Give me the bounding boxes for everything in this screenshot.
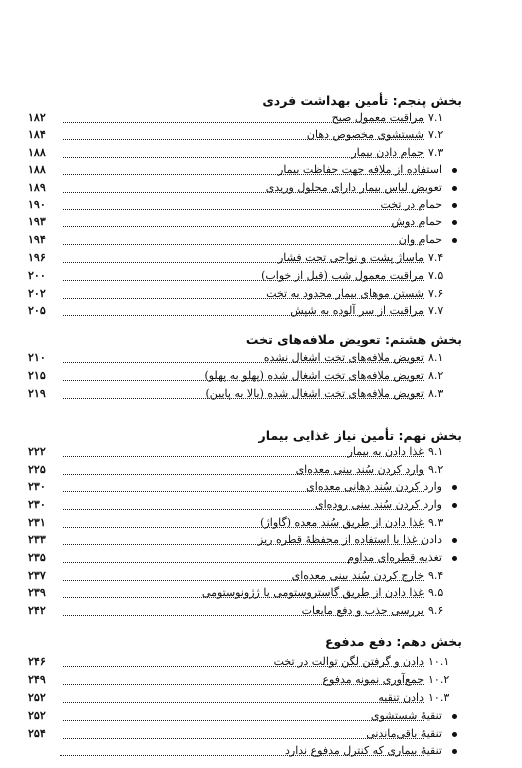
entry-number: ۷.۳ — [428, 146, 444, 159]
entry-page: ۱۹۴ — [28, 232, 62, 248]
entry-page: ۲۵۲ — [28, 690, 62, 706]
toc-subentry — [0, 726, 522, 742]
entry-title: دادن غذا با استفاده از محفظهٔ قطره ریز — [258, 533, 442, 546]
entry-number: ۱۰.۳ — [428, 691, 450, 704]
toc-entry — [0, 368, 522, 384]
toc-entry — [0, 462, 522, 478]
entry-page: ۲۴۲ — [28, 603, 62, 619]
entry-title: دادن تنقیه — [378, 691, 424, 704]
entry-title: تعویض لباس بیمار دارای محلول وریدی — [265, 181, 442, 194]
toc-entry — [0, 690, 522, 706]
toc-subentry — [0, 743, 522, 759]
entry-page: ۱۸۸ — [28, 145, 62, 161]
toc-subentry — [0, 214, 522, 230]
entry-number: ۷.۷ — [428, 304, 444, 317]
entry-title: تعویض ملافه‌های تخت اشغال نشده — [263, 351, 424, 364]
entry-title: تعویض ملافه‌های تخت اشغال شده (بالا به پایین) — [205, 387, 424, 400]
entry-page: ۱۸۲ — [28, 110, 62, 126]
entry-number: ۷.۲ — [428, 128, 444, 141]
toc-entry — [0, 127, 522, 143]
entry-title: تنقیهٔ شستشوی — [370, 709, 442, 722]
entry-title: غذا دادن به بیمار — [347, 445, 424, 458]
entry-title: جمع‌آوری نمونه مدفوع — [322, 673, 424, 686]
entry-title: مراقبت معمول شب (قبل از خواب) — [261, 269, 424, 282]
toc-entry — [0, 250, 522, 266]
entry-number: ۸.۲ — [428, 369, 444, 382]
toc-subentry — [0, 180, 522, 196]
section-title: بخش هشتم: تعویض ملافه‌های تخت — [245, 332, 462, 347]
entry-page: ۲۳۳ — [28, 532, 62, 548]
entry-number: ۹.۱ — [428, 445, 444, 458]
entry-page: ۱۹۰ — [28, 197, 62, 213]
entry-number: ۹.۳ — [428, 516, 444, 529]
toc-entry — [0, 444, 522, 460]
entry-page: ۲۱۹ — [28, 386, 62, 402]
entry-page: ۲۳۱ — [28, 515, 62, 531]
entry-page: ۲۱۰ — [28, 350, 62, 366]
entry-title: غذا دادن از طریق گاستروستومی یا ژژونوستومی — [201, 586, 424, 599]
entry-page: ۱۸۹ — [28, 180, 62, 196]
toc-entry — [0, 654, 522, 670]
entry-page: ۲۵۲ — [28, 708, 62, 724]
section-title: بخش نهم: تأمین نیاز غذایی بیمار — [258, 428, 462, 443]
entry-page: ۱۹۳ — [28, 214, 62, 230]
bullet-icon — [452, 556, 457, 561]
toc-entry — [0, 672, 522, 688]
entry-page: ۱۹۶ — [28, 250, 62, 266]
entry-page: ۲۰۵ — [28, 303, 62, 319]
toc-entry — [0, 515, 522, 531]
entry-page: ۲۳۵ — [28, 550, 62, 566]
entry-title: وارد کردن سُند بینی روده‌ای — [315, 498, 442, 511]
entry-number: ۷.۴ — [428, 251, 444, 264]
toc-entry — [0, 603, 522, 619]
entry-number: ۷.۱ — [428, 111, 444, 124]
entry-number: ۱۰.۲ — [428, 673, 450, 686]
entry-page: ۱۸۴ — [28, 127, 62, 143]
dot-leader — [60, 209, 424, 210]
toc-subentry — [0, 550, 522, 566]
bullet-icon — [452, 238, 457, 243]
toc-entry — [0, 268, 522, 284]
dot-leader — [60, 702, 424, 703]
entry-number: ۹.۵ — [428, 586, 444, 599]
entry-title: ماساژ پشت و نواحی تحت فشار — [277, 251, 424, 264]
bullet-icon — [452, 186, 457, 191]
entry-page: ۲۳۰ — [28, 497, 62, 513]
toc-subentry — [0, 708, 522, 724]
entry-page: ۱۸۸ — [28, 162, 62, 178]
dot-leader — [60, 226, 424, 227]
entry-title: حمام دادن بیمار — [351, 146, 424, 159]
toc-subentry — [0, 232, 522, 248]
entry-page: ۲۰۰ — [28, 268, 62, 284]
entry-title: حمام وان — [398, 233, 442, 246]
bullet-icon — [452, 749, 457, 754]
bullet-icon — [452, 714, 457, 719]
toc-entry — [0, 286, 522, 302]
toc-entry — [0, 585, 522, 601]
entry-title: تنقیهٔ باقی‌ماندنی — [366, 727, 442, 740]
entry-title: استفاده از ملافه جهت حفاظت بیمار — [278, 163, 442, 176]
entry-title: حمام در تخت — [380, 198, 442, 211]
toc-entry — [0, 145, 522, 161]
dot-leader — [60, 244, 424, 245]
entry-number: ۱۰.۱ — [428, 655, 450, 668]
entry-number: ۹.۴ — [428, 569, 444, 582]
entry-title: وارد کردن سُند بینی معده‌ای — [295, 463, 424, 476]
bullet-icon — [452, 220, 457, 225]
toc-subentry — [0, 532, 522, 548]
entry-number: ۹.۶ — [428, 604, 444, 617]
entry-page: ۲۲۲ — [28, 444, 62, 460]
entry-title: مراقبت معمول صبح — [331, 111, 424, 124]
toc-entry — [0, 303, 522, 319]
entry-title: مراقبت از سر آلوده به شپش — [290, 304, 424, 317]
bullet-icon — [452, 203, 457, 208]
entry-number: ۹.۲ — [428, 463, 444, 476]
entry-page: ۲۰۲ — [28, 286, 62, 302]
entry-title: خارج کردن سُند بینی معده‌ای — [291, 569, 424, 582]
bullet-icon — [452, 503, 457, 508]
toc-entry — [0, 386, 522, 402]
entry-title: تغذیه قطره‌ای مداوم — [347, 551, 442, 564]
entry-number: ۷.۵ — [428, 269, 444, 282]
entry-title: تنقیهٔ بیماری که کنترل مدفوع ندارد — [284, 744, 442, 757]
entry-title: شستن موهای بیمار محدود به تخت — [266, 287, 424, 300]
entry-title: وارد کردن سُند دهانی معده‌ای — [306, 480, 442, 493]
toc-subentry — [0, 162, 522, 178]
entry-page: ۲۱۵ — [28, 368, 62, 384]
entry-number: ۷.۶ — [428, 287, 444, 300]
entry-title: غذا دادن از طریق سُند معده (گاواژ) — [260, 516, 424, 529]
entry-page: ۲۳۷ — [28, 568, 62, 584]
toc-subentry — [0, 497, 522, 513]
entry-title: تعویض ملافه‌های تخت اشغال شده (پهلو به پهلو) — [204, 369, 424, 382]
bullet-icon — [452, 732, 457, 737]
toc-subentry — [0, 479, 522, 495]
toc-entry — [0, 350, 522, 366]
entry-number: ۸.۳ — [428, 387, 444, 400]
toc-entry — [0, 568, 522, 584]
entry-page: ۲۵۴ — [28, 726, 62, 742]
entry-page: ۲۴۹ — [28, 672, 62, 688]
toc-subentry — [0, 197, 522, 213]
entry-title: بررسی جذب و دفع مایعات — [301, 604, 424, 617]
toc-entry — [0, 110, 522, 126]
dot-leader — [60, 720, 424, 721]
bullet-icon — [452, 168, 457, 173]
entry-title: شستشوی مخصوص دهان — [306, 128, 424, 141]
bullet-icon — [452, 485, 457, 490]
section-title: بخش پنجم: تأمین بهداشت فردی — [262, 93, 462, 108]
entry-page: ۲۴۶ — [28, 654, 62, 670]
entry-title: حمام دوش — [391, 215, 442, 228]
entry-title: دادن و گرفتن لگن توالت در تخت — [273, 655, 424, 668]
entry-page: ۲۲۵ — [28, 462, 62, 478]
entry-number: ۸.۱ — [428, 351, 444, 364]
section-title: بخش دهم: دفع مدفوع — [325, 634, 462, 649]
entry-page: ۲۳۹ — [28, 585, 62, 601]
bullet-icon — [452, 538, 457, 543]
entry-page: ۲۳۰ — [28, 479, 62, 495]
